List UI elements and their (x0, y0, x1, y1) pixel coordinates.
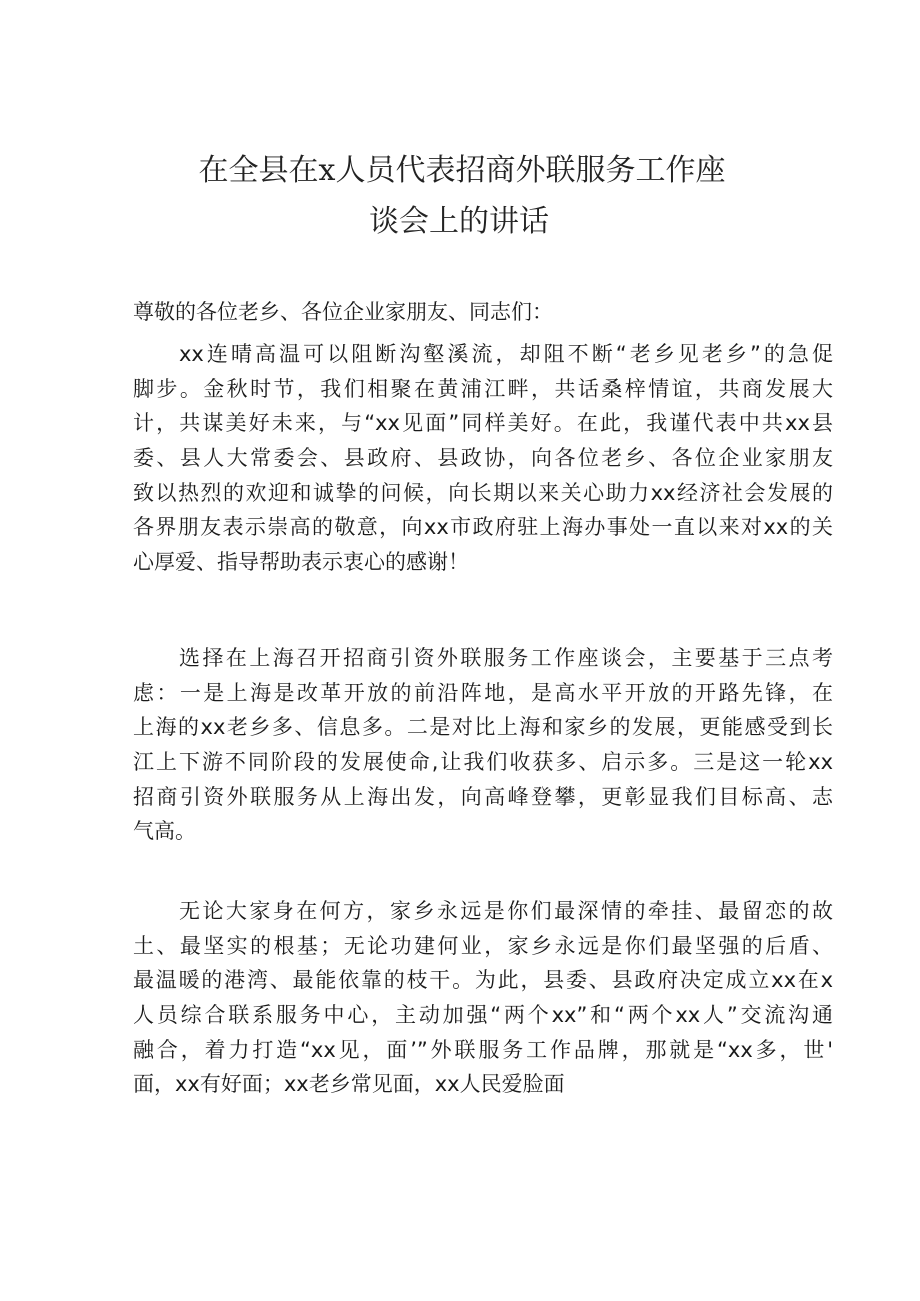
paragraph-line: 各界朋友表示崇高的敬意，向xx市政府驻上海办事处一直以来对xx的关 (133, 515, 833, 540)
paragraph-line: 面，xx有好面；xx老乡常见面，xx人民爱脸面 (133, 1072, 565, 1097)
paragraph-2 (133, 641, 833, 849)
paragraph-line: 脚步。金秋时节，我们相聚在黄浦江畔，共话桑梓情谊，共商发展大 (133, 376, 833, 401)
paragraph-3 (133, 894, 833, 1102)
paragraph-line: 融合，着力打造“xx见，面’”外联服务工作品牌，那就是“xx多，世' (133, 1037, 833, 1062)
paragraph-line: 上海的xx老乡多、信息多。二是对比上海和家乡的发展，更能感受到长 (133, 715, 833, 740)
paragraph-line: 计，共谋美好未来，与“xx见面”同样美好。在此，我谨代表中共xx县 (133, 411, 833, 436)
paragraph-line: 无论大家身在何方，家乡永远是你们最深情的牵挂、最留恋的故 (179, 899, 833, 923)
document-title-line-2: 谈会上的讲话 (369, 204, 549, 239)
paragraph-line: 江上下游不同阶段的发展使命,让我们收获多、启示多。三是这一轮xx (133, 750, 833, 775)
paragraph-line: 选择在上海召开招商引资外联服务工作座谈会，主要基于三点考 (179, 646, 833, 670)
paragraph-line: 土、最坚实的根基；无论功建何业，家乡永远是你们最坚强的后盾、 (133, 933, 833, 958)
paragraph-line: 心厚爱、指导帮助表示衷心的感谢！ (133, 550, 469, 575)
paragraph-line: 委、县人大常委会、县政府、县政协，向各位老乡、各位企业家朋友 (133, 446, 833, 471)
document-title-line-1: 在全县在x人员代表招商外联服务工作座 (198, 153, 726, 188)
paragraph-line: 气高。 (133, 819, 196, 844)
salutation: 尊敬的各位老乡、各位企业家朋友、同志们： (133, 300, 553, 324)
paragraph-1 (133, 337, 833, 580)
paragraph-line: 最温暖的港湾、最能依靠的枝干。为此，县委、县政府决定成立xx在x (133, 968, 833, 993)
paragraph-line: xx连晴高温可以阻断沟壑溪流，却阻不断“老乡见老乡”的急促 (179, 342, 833, 366)
paragraph-line: 人员综合联系服务中心，主动加强“两个xx”和“两个xx人”交流沟通 (133, 1003, 833, 1028)
paragraph-line: 致以热烈的欢迎和诚挚的问候，向长期以来关心助力xx经济社会发展的 (133, 480, 833, 505)
paragraph-line: 虑：一是上海是改革开放的前沿阵地，是高水平开放的开路先锋，在 (133, 680, 833, 705)
paragraph-line: 招商引资外联服务从上海出发，向高峰登攀，更彰显我们目标高、志 (133, 784, 833, 809)
